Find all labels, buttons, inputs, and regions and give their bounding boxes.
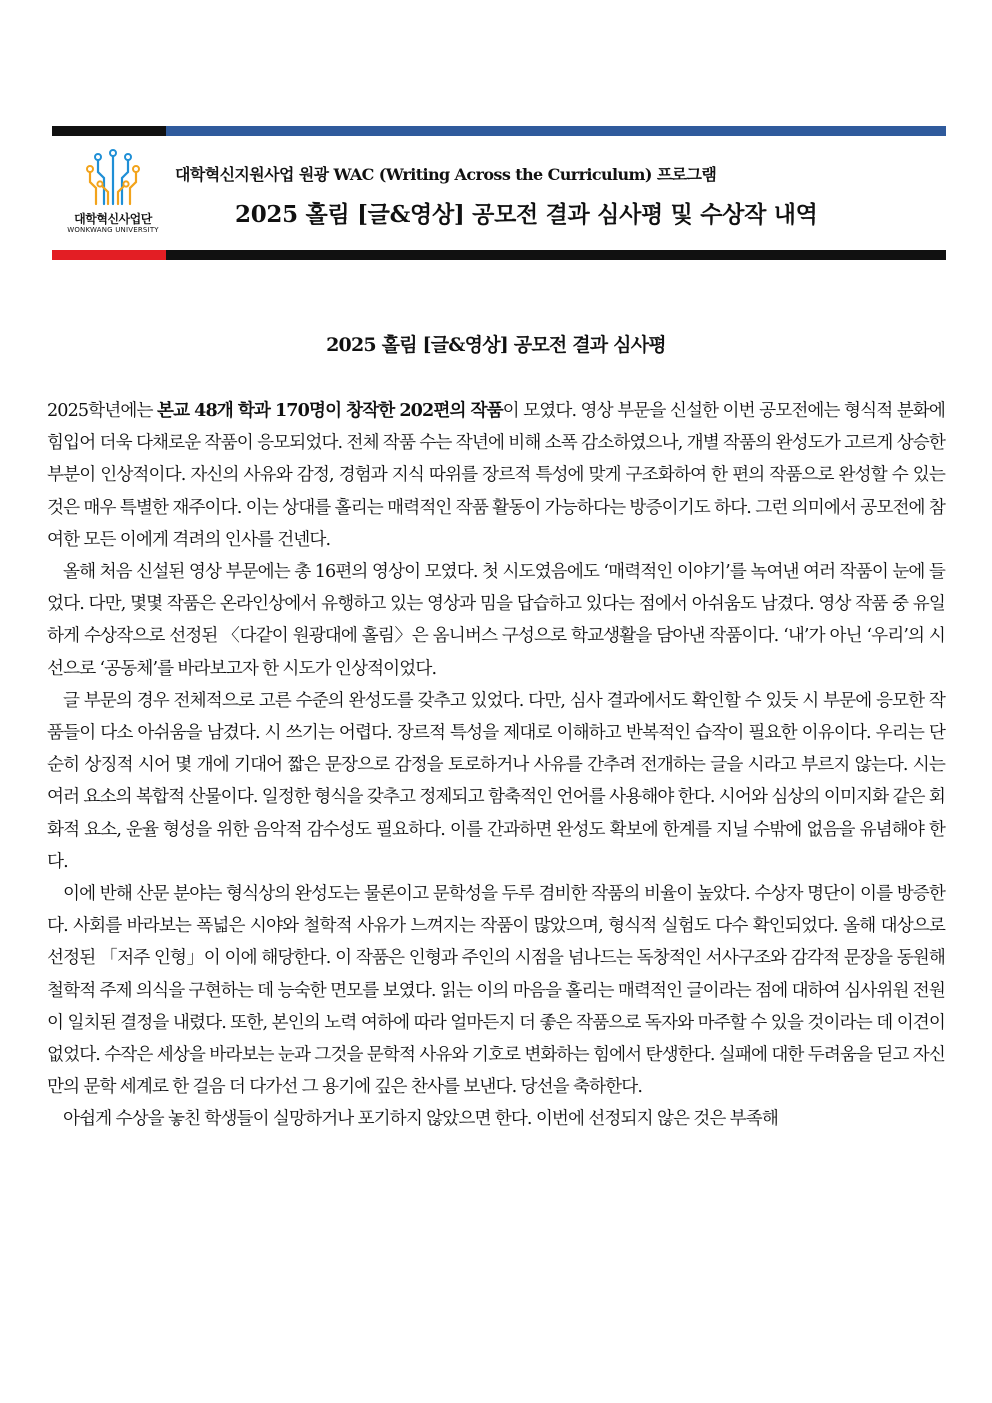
bottom-bar-red-segment (52, 250, 166, 260)
header-top-bar (52, 126, 946, 136)
paragraph-1 (47, 395, 945, 556)
circuit-logo-icon (86, 148, 140, 206)
paragraph-2: 올해 처음 신설된 영상 부문에는 총 16편의 영상이 모였다. 첫 시도였음에도 ‘매력적인 이야기’를 녹여낸 여러 작품이 눈에 들었다. 다만, 몇몇 작품은 온라인상에서 유행하고 있는 영상과 밈을 답습하고 있다는 점에서 아쉬움도 남겼다. 영상 작품 중 유일하게 수상작으로 선정된 〈다같이 원광대에 홀림〉은 옴니버스 구성으로 학교생활을 담아낸 작품이다. ‘내’가 아닌 ‘우리’의 시선으로 ‘공동체’를 바라보고자 한 시도가 인상적이었다. (47, 562, 945, 679)
paragraph-1-intro: 2025학년에는 (47, 401, 157, 421)
document-title: 2025 홀림 [글&영상] 공모전 결과 심사평 (326, 334, 666, 356)
paragraph-4: 이에 반해 산문 분야는 형식상의 완성도는 물론이고 문학성을 두루 겸비한 작품의 비율이 높았다. 수상자 명단이 이를 방증한다. 사회를 바라보는 폭넓은 시야와 철학적 사유가 느껴지는 작품이 많았으며, 형식적 실험도 다수 확인되었다. 올해 대상으로 선정된 「저주 인형」이 이에 해당한다. 이 작품은 인형과 주인의 시점을 넘나드는 독창적인 서사구조와 감각적 문장을 동원해 철학적 주제 의식을 구현하는 데 능숙한 면모를 보였다. 읽는 이의 마음을 홀리는 매력적인 글이라는 점에 대하여 심사위원 전원이 일치된 결정을 내렸다. 또한, 본인의 노력 여하에 따라 얼마든지 더 좋은 작품으로 독자와 마주할 수 있을 것이라는 데 이견이 없었다. 수작은 세상을 바라보는 눈과 그것을 문학적 사유와 기호로 변화하는 힘에서 탄생한다. 실패에 대한 두려움을 딛고 자신만의 문학 세계로 한 걸음 더 다가선 그 용기에 깊은 찬사를 보낸다. 당선을 축하한다. (47, 884, 945, 1098)
top-bar-blue-segment (166, 126, 946, 136)
header-bottom-bar (52, 250, 946, 260)
document-body (47, 395, 945, 1136)
logo-university-name: WONKWANG UNIVERSITY (67, 226, 159, 234)
paragraph-1-text: 이 모였다. 영상 부문을 신설한 이번 공모전에는 형식적 분화에 힘입어 더욱 다채로운 작품이 응모되었다. 전체 작품 수는 작년에 비해 소폭 감소하였으나, 개별 작품의 완성도가 고르게 상승한 부분이 인상적이다. 자신의 사유와 감정, 경험과 지식 따위를 장르적 특성에 맞게 구조화하여 한 편의 작품으로 완성할 수 있는 것은 매우 특별한 재주이다. 이는 상대를 홀리는 매력적인 작품 활동이 가능하다는 방증이기도 하다. 그런 의미에서 공모전에 참여한 모든 이에게 격려의 인사를 건넨다. (47, 401, 945, 550)
bottom-bar-black-segment (166, 250, 946, 260)
program-subtitle: 대학혁신지원사업 원광 WAC (Writing Across the Curriculum) 프로그램 (175, 165, 717, 184)
header-title: 2025 홀림 [글&영상] 공모전 결과 심사평 및 수상작 내역 (235, 201, 818, 228)
paragraph-3: 글 부문의 경우 전체적으로 고른 수준의 완성도를 갖추고 있었다. 다만, 심사 결과에서도 확인할 수 있듯 시 부문에 응모한 작품들이 다소 아쉬움을 남겼다. 시 쓰기는 어렵다. 장르적 특성을 제대로 이해하고 반복적인 습작이 필요한 이유이다. 우리는 단순히 상징적 시어 몇 개에 기대어 짧은 문장으로 감정을 토로하거나 사유를 간추려 전개하는 글을 시라고 부르지 않는다. 시는 여러 요소의 복합적 산물이다. 일정한 형식을 갖추고 정제되고 함축적인 언어를 사용해야 한다. 시어와 심상의 이미지화 같은 회화적 요소, 운율 형성을 위한 음악적 감수성도 필요하다. 이를 간과하면 완성도 확보에 한계를 지닐 수밖에 없음을 유념해야 한다. (47, 690, 945, 872)
logo-org-name: 대학혁신사업단 (74, 212, 152, 226)
top-bar-black-segment (52, 126, 166, 136)
university-logo (58, 146, 168, 242)
paragraph-1-highlight: 본교 48개 학과 170명이 창작한 202편의 작품 (156, 400, 503, 421)
paragraph-5: 아쉽게 수상을 놓친 학생들이 실망하거나 포기하지 않았으면 한다. 이번에 선정되지 않은 것은 부족해 (63, 1109, 778, 1130)
